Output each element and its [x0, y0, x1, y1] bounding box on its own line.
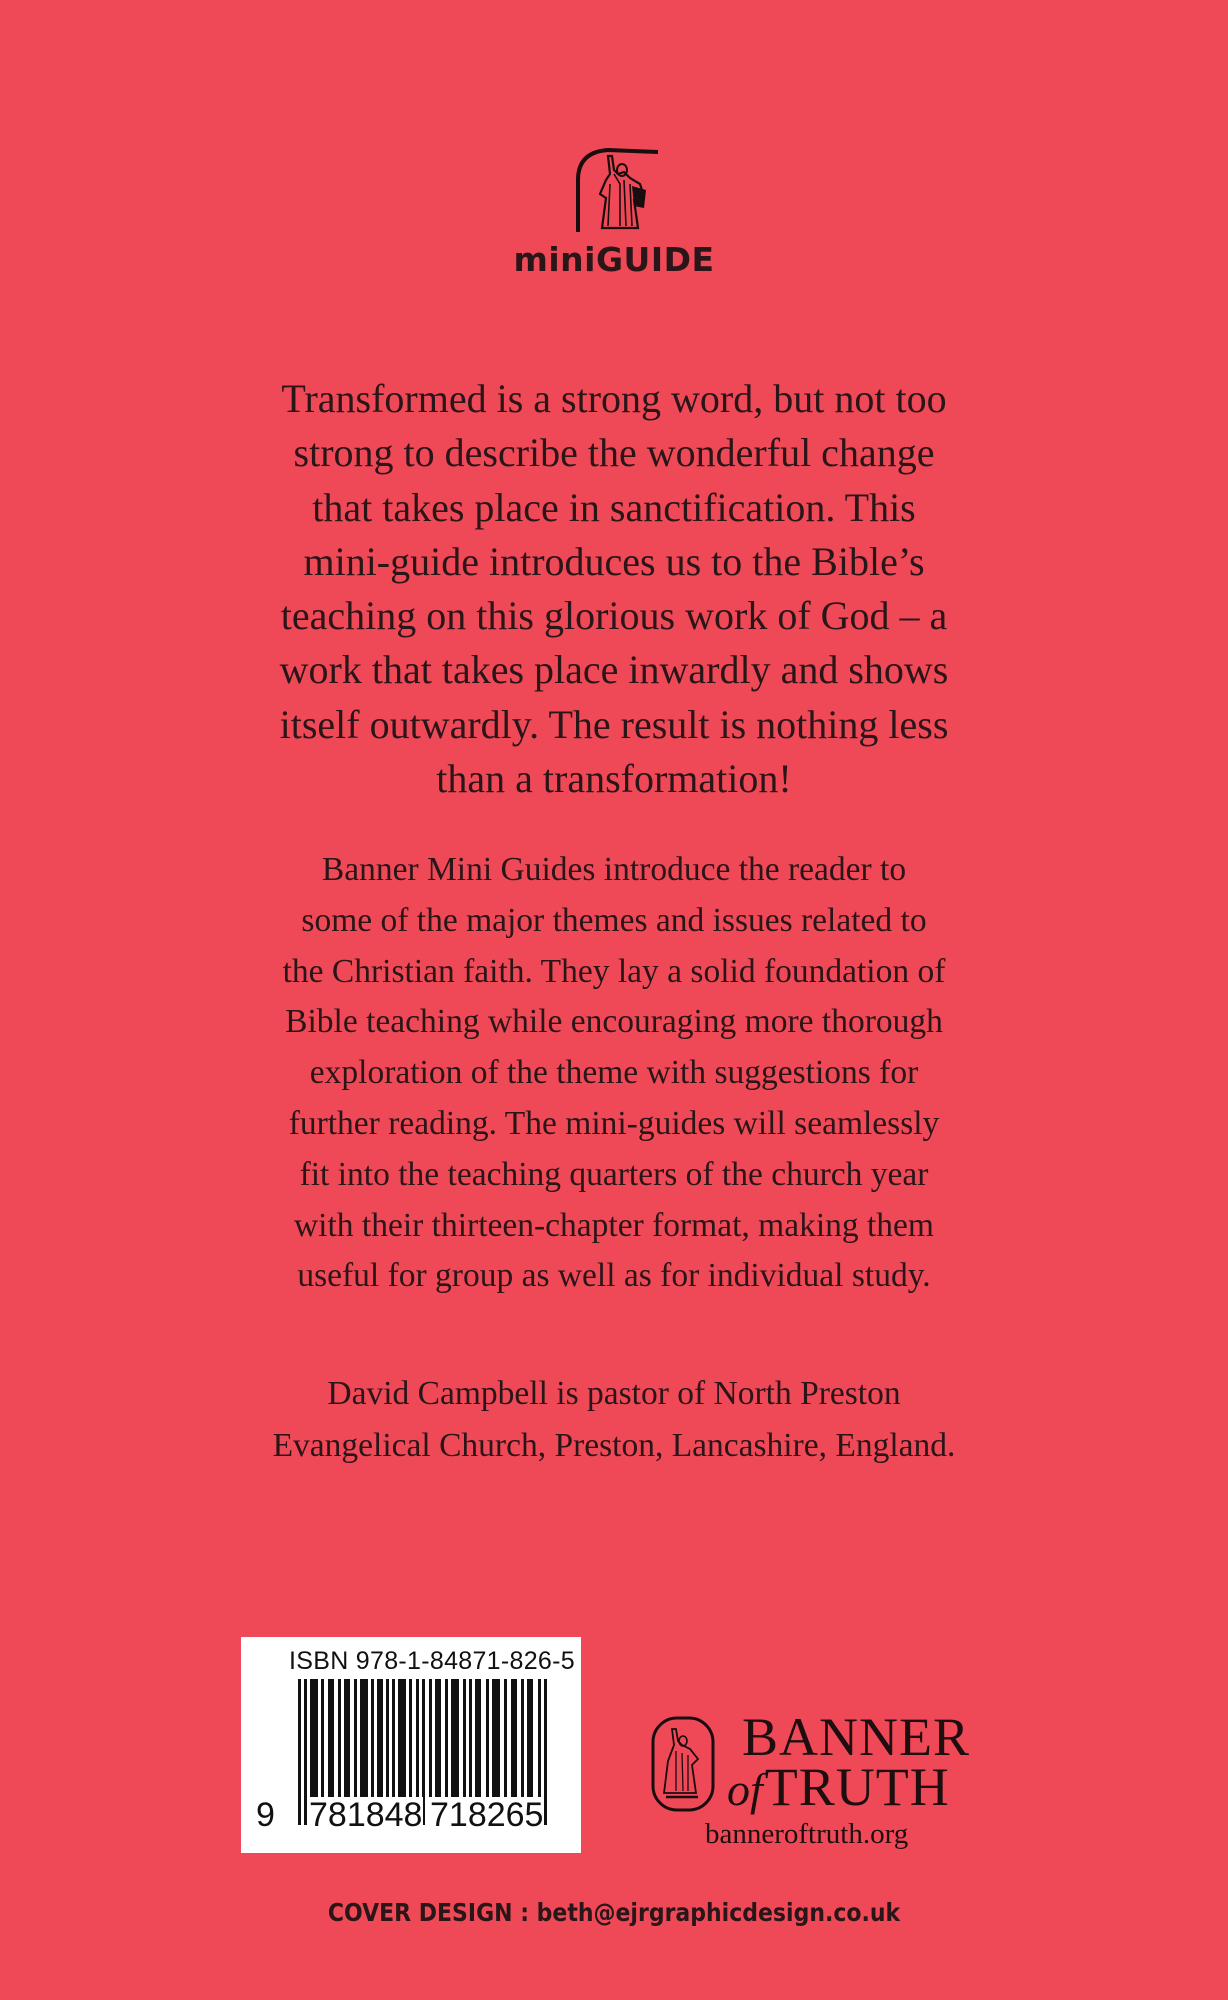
publisher-name-banner: BANNER: [742, 1707, 971, 1767]
publisher-name-truth-word: TRUTH: [764, 1757, 950, 1817]
cover-design-credit: COVER DESIGN : beth@ejrgraphicdesign.co.uk: [327, 1898, 901, 1927]
publisher-name-of: of: [727, 1764, 763, 1815]
barcode-digits-left: 781848: [309, 1796, 423, 1834]
publisher-name-truth: [727, 1757, 950, 1817]
blurb-line: that takes place in sanctification. This: [312, 484, 916, 530]
series-label: miniGUIDE: [513, 240, 715, 279]
author-bio: [0, 1368, 1228, 1472]
minister-arch-icon: [560, 140, 670, 240]
description-line: with their thirteen-chapter format, making them: [293, 1206, 934, 1244]
publisher-emblem: [650, 1715, 716, 1813]
blurb-line: strong to describe the wonderful change: [293, 430, 935, 476]
blurb-line: work that takes place inwardly and shows: [279, 647, 949, 693]
description-line: some of the major themes and issues related to: [301, 901, 927, 939]
blurb-line: mini-guide introduces us to the Bible’s: [303, 538, 925, 584]
blurb-line: than a transformation!: [436, 756, 792, 802]
book-blurb: [0, 372, 1228, 806]
description-line: the Christian faith. They lay a solid foundation of: [282, 952, 946, 990]
miniguide-logo: [560, 140, 670, 240]
description-line: exploration of the theme with suggestions for: [309, 1054, 919, 1092]
blurb-line: itself outwardly. The result is nothing less: [279, 701, 949, 747]
description-line: Banner Mini Guides introduce the reader to: [321, 851, 907, 888]
series-description: [0, 845, 1228, 1302]
barcode-digit-lead: 9: [256, 1796, 275, 1834]
blurb-line: Transformed is a strong word, but not too: [281, 376, 947, 421]
description-line: useful for group as well as for individual study.: [297, 1257, 931, 1295]
bio-line: Evangelical Church, Preston, Lancashire, England.: [272, 1427, 956, 1464]
isbn-barcode: [241, 1637, 581, 1853]
bio-line: David Campbell is pastor of North Preston: [327, 1375, 901, 1412]
description-line: further reading. The mini-guides will seamlessly: [288, 1104, 940, 1142]
banner-of-truth-emblem-icon: [650, 1715, 716, 1813]
barcode-digits-right: 718265: [430, 1796, 544, 1834]
isbn-label: ISBN 978-1-84871-826-5: [289, 1647, 575, 1675]
publisher-url: banneroftruth.org: [705, 1818, 909, 1850]
blurb-line: teaching on this glorious work of God – a: [280, 593, 948, 639]
description-line: Bible teaching while encouraging more thorough: [285, 1003, 943, 1041]
description-line: fit into the teaching quarters of the church year: [299, 1155, 929, 1193]
